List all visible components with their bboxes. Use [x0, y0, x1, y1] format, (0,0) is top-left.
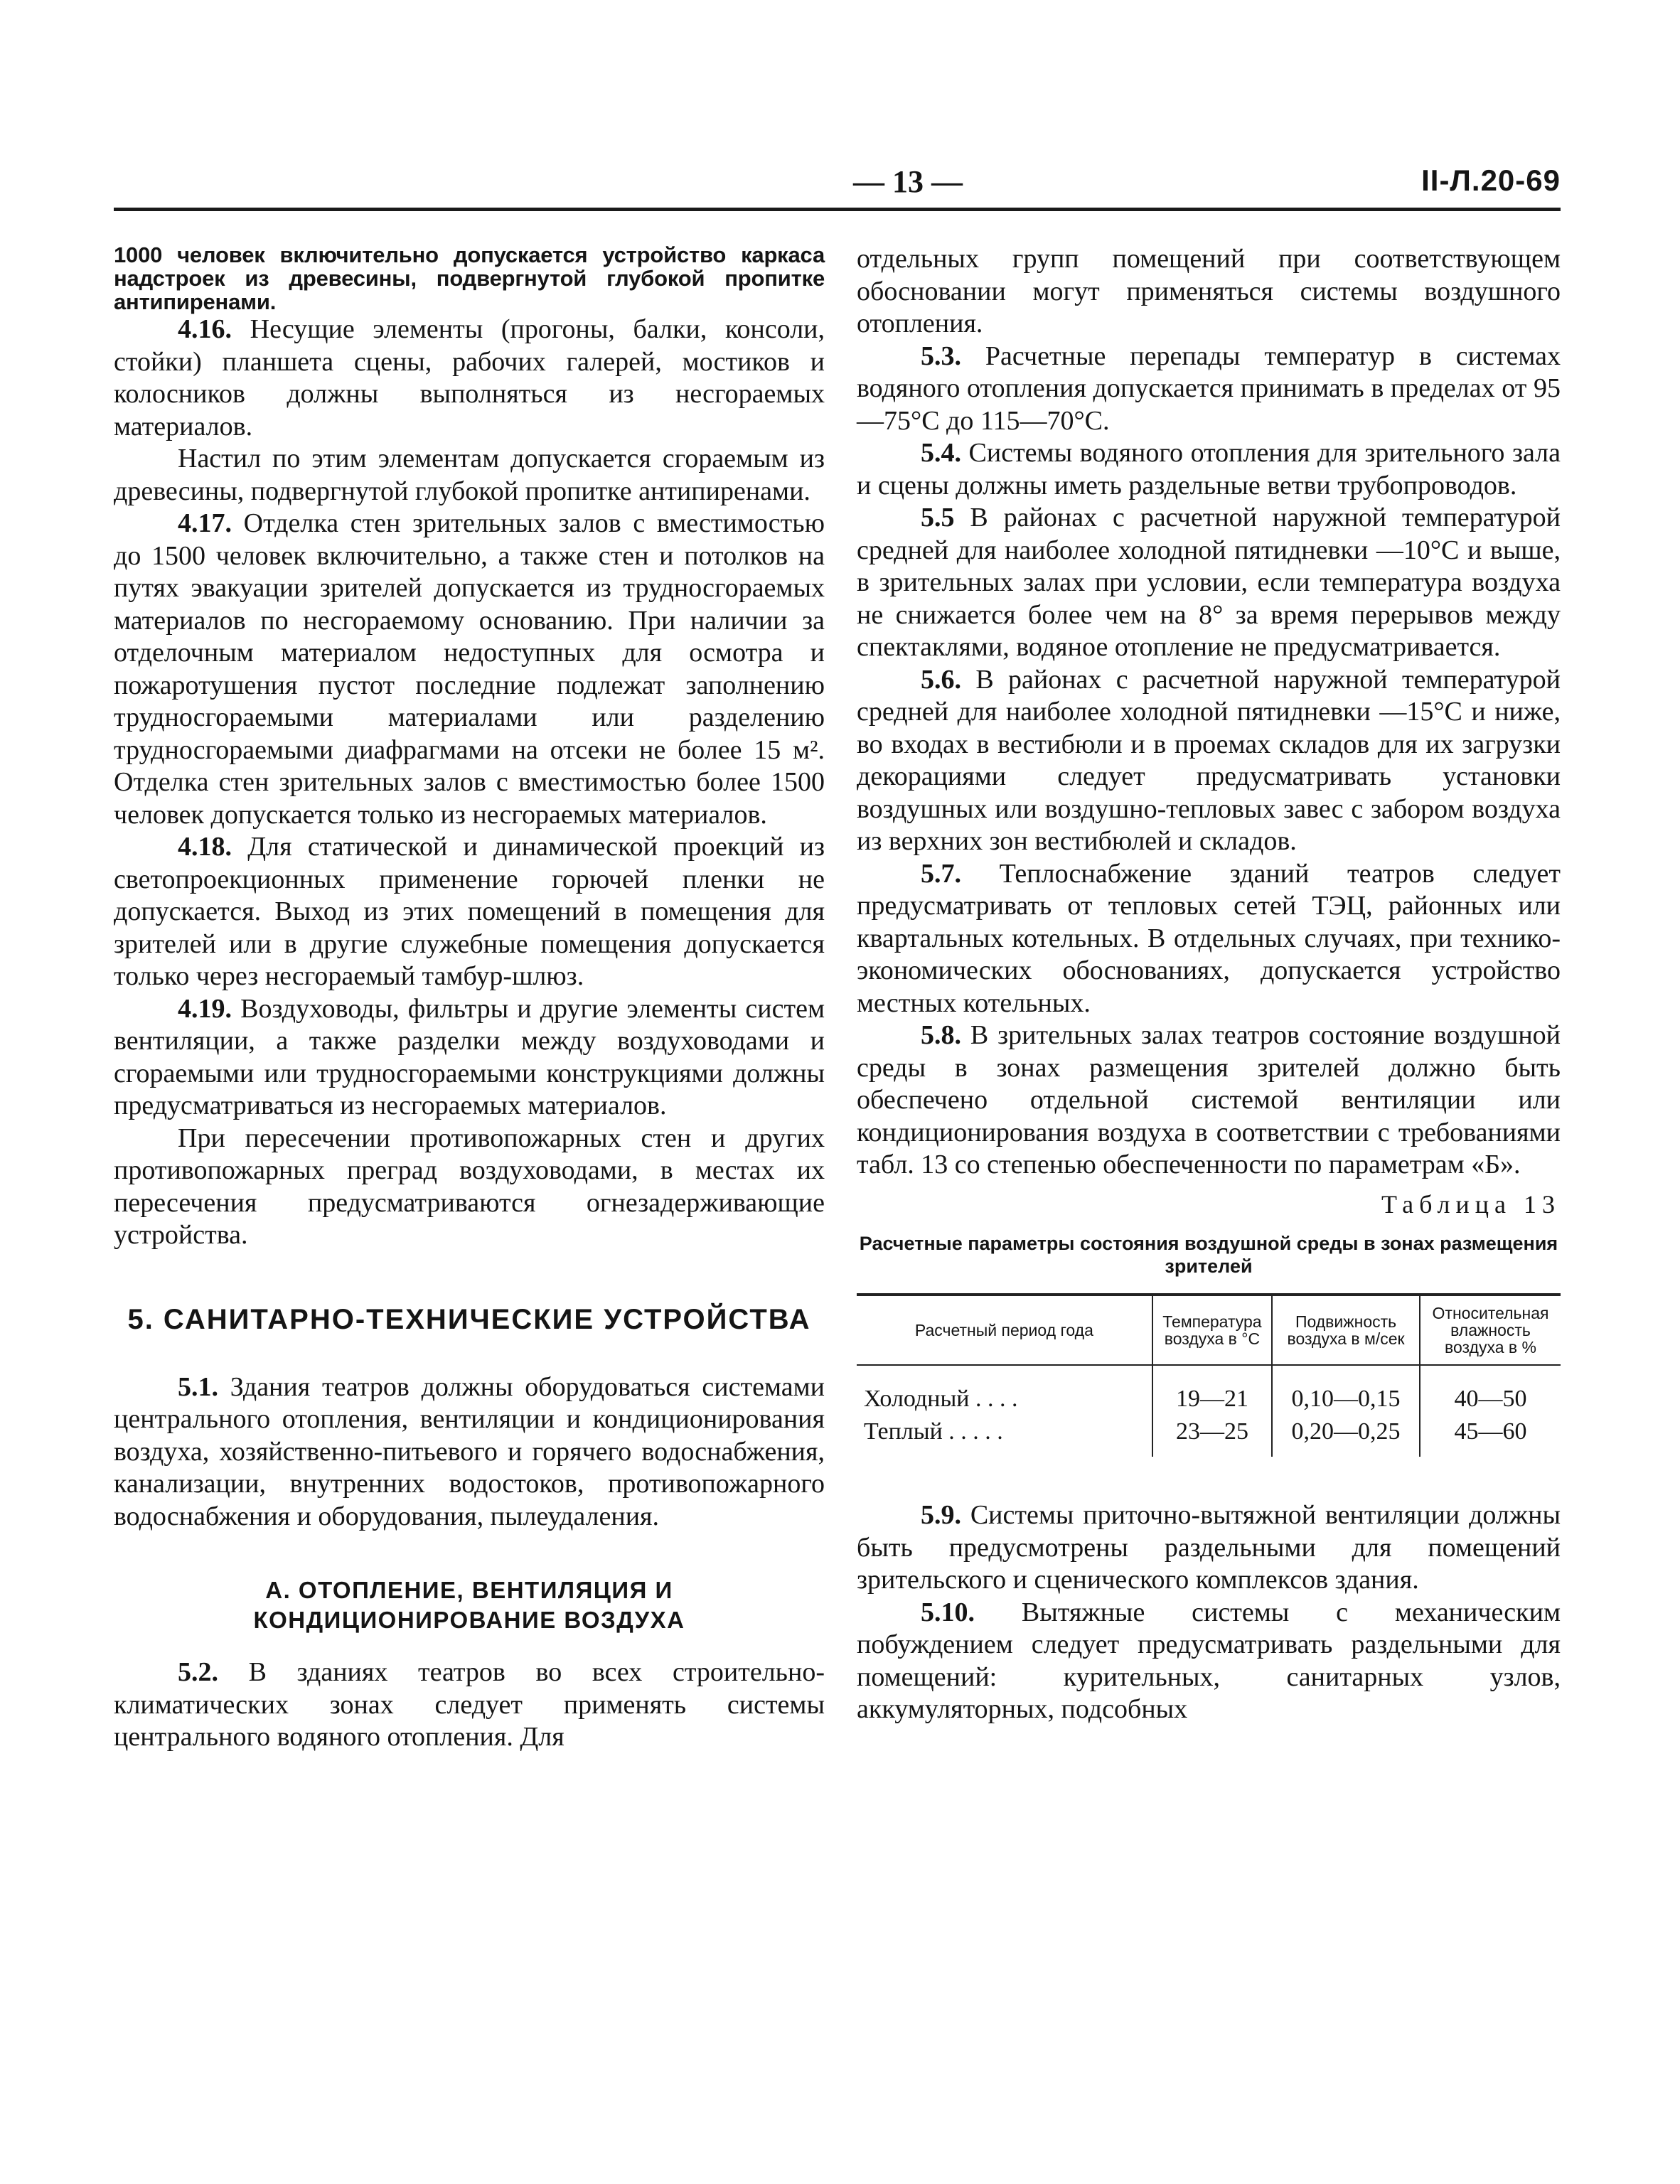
- paragraph-5-2-continuation: отдельных групп помещений при соответствующем обосновании могут применяться системы воздушного отопления.: [857, 244, 1561, 338]
- paragraph-4-16-b: Настил по этим элементам допускается сгораемым из древесины, подвергнутой глубокой пропитке антипиренами.: [114, 444, 825, 506]
- paragraph-continuation: 1000 человек включительно допускается устройство каркаса надстроек из древесины, подвергнутой глубокой пропитке антипиренами.: [114, 242, 825, 314]
- paragraph-5-5: [857, 502, 1561, 664]
- paragraph-5-1: [114, 1371, 825, 1533]
- table-header-cell: Подвижность воздуха в м/сек: [1272, 1295, 1420, 1365]
- document-code: II-Л.20-69: [1421, 164, 1561, 197]
- table-cell: Теплый . . . . .: [864, 1418, 1003, 1445]
- page-header: [114, 164, 1561, 206]
- paragraph-5-2: [114, 1656, 825, 1754]
- air-parameters-table: [857, 1293, 1561, 1457]
- header-rule: [114, 208, 1561, 211]
- table-header-cell: Расчетный период года: [914, 1321, 1093, 1339]
- paragraph-4-19-b: При пересечении противопожарных стен и других противопожарных преград воздуховодами, в местах их пересечения предусматриваются огнезадерживающие устройства.: [114, 1123, 825, 1250]
- clause-text: Системы водяного отопления для зрительного зала и сцены должны иметь раздельные ветви трубопроводов.: [857, 438, 1561, 500]
- clause-number: 5.10.: [921, 1597, 975, 1627]
- clause-text: В районах с расчетной наружной температурой средней для наиболее холодной пятидневки —15°С и ниже, во входах в вестибюли и в проемах складов для их загрузки декорациями следует предусматривать установки воздушных или воздушно-тепловых завес с забором воздуха из верхних зон вестибюлей и складов.: [857, 664, 1561, 856]
- clause-text: Несущие элементы (прогоны, балки, консоли, стойки) планшета сцены, рабочих галерей, мостиков и колосников должны выполняться из несгораемых материалов.: [114, 314, 825, 441]
- clause-number: 5.2.: [178, 1657, 218, 1687]
- clause-number: 5.9.: [921, 1500, 961, 1530]
- clause-text: В зрительных залах театров состояние воздушной среды в зонах размещения зрителей должно быть обеспечено отдельной системой вентиляции или кондиционирования воздуха в соответствии с требованиями табл. 13 со степенью обеспеченности по параметрам «Б».: [857, 1020, 1561, 1179]
- table-cell: 23—25: [1152, 1415, 1272, 1457]
- clause-text: Расчетные перепады температур в системах водяного отопления допускается принимать в пределах от 95—75°С до 115—70°С.: [857, 341, 1561, 436]
- clause-number: 4.18.: [178, 832, 232, 862]
- clause-text: Вытяжные системы с механическим побуждением следует предусматривать раздельными для помещений: курительных, санитарных узлов, аккумуляторных, подсобных: [857, 1597, 1561, 1724]
- table-cell: 45—60: [1420, 1415, 1561, 1457]
- table-cell: 0,10—0,15: [1272, 1365, 1420, 1415]
- clause-text: Для статической и динамической проекций из светопроекционных применение горючей пленки не допускается. Выход из этих помещений в помещения для зрителей или в другие служебные помещения допускается только через несгораемый тамбур-шлюз.: [114, 832, 825, 991]
- paragraph-5-7: [857, 858, 1561, 1020]
- paragraph-5-9: [857, 1499, 1561, 1597]
- clause-number: 5.1.: [178, 1371, 218, 1402]
- paragraph-5-4: [857, 437, 1561, 502]
- clause-text: Воздуховоды, фильтры и другие элементы систем вентиляции, а также разделки между воздуховодами и сгораемыми или трудносгораемыми конструкциями должны предусматриваться из несгораемых материалов.: [114, 993, 825, 1120]
- table-cell: Холодный . . . .: [864, 1386, 1018, 1412]
- table-header-row: [857, 1295, 1561, 1365]
- right-column: [857, 243, 1561, 1726]
- table-header-cell: Температура воздуха в °С: [1152, 1295, 1272, 1365]
- clause-text: Теплоснабжение зданий театров следует предусматривать от тепловых сетей ТЭЦ, районных или квартальных котельных. В отдельных случаях, при технико-экономических обоснованиях, допускается устройство местных котельных.: [857, 858, 1561, 1018]
- page-number: — 13 —: [853, 164, 963, 199]
- paragraph-4-18: [114, 831, 825, 993]
- section-title: 5. САНИТАРНО-ТЕХНИЧЕСКИЕ УСТРОЙСТВА: [127, 1303, 811, 1335]
- clause-number: 5.4.: [921, 438, 961, 468]
- clause-text: В зданиях театров во всех строительно-климатических зонах следует применять системы центрального водяного отопления. Для: [114, 1657, 825, 1752]
- clause-number: 5.7.: [921, 858, 961, 889]
- paragraph-4-19: [114, 993, 825, 1123]
- left-column: [114, 243, 825, 1754]
- clause-number: 5.5: [921, 503, 955, 532]
- clause-text: Системы приточно-вытяжной вентиляции должны быть предусмотрены раздельными для помещений зрительского и сценического комплексов здания.: [857, 1500, 1561, 1595]
- table-cell: 40—50: [1420, 1365, 1561, 1415]
- clause-text: Отделка стен зрительных залов с вместимостью до 1500 человек включительно, а также стен и потолков на путях эвакуации зрителей допускается из трудносгораемых материалов по несгораемому основанию. При наличии за отделочным материалом недоступных для осмотра и пожаротушения пустот последние подлежат заполнению трудносгораемыми материалами или разделению трудносгораемыми диафрагмами на отсеки не более 15 м². Отделка стен зрительных залов с вместимостью более 1500 человек допускается только из несгораемых материалов.: [114, 508, 825, 830]
- clause-number: 4.16.: [178, 314, 232, 344]
- clause-text: В районах с расчетной наружной температурой средней для наиболее холодной пятидневки —10°С и выше, в зрительных залах при условии, если температура воздуха не снижается более чем на 8° за время перерывов между спектаклями, водяное отопление не предусматривается.: [857, 503, 1561, 662]
- table-caption: Расчетные параметры состояния воздушной среды в зонах размещения зрителей: [859, 1233, 1558, 1277]
- paragraph-5-3: [857, 341, 1561, 438]
- subsection-title: А. ОТОПЛЕНИЕ, ВЕНТИЛЯЦИЯ И КОНДИЦИОНИРОВАНИЕ ВОЗДУХА: [253, 1577, 685, 1633]
- table-cell: 19—21: [1152, 1365, 1272, 1415]
- clause-number: 4.19.: [178, 993, 232, 1024]
- table-header-cell: Относительная влажность воздуха в %: [1420, 1295, 1561, 1365]
- table-row: [857, 1365, 1561, 1415]
- paragraph-4-16: [114, 314, 825, 443]
- clause-text: Здания театров должны оборудоваться системами центрального отопления, вентиляции и кондиционирования воздуха, хозяйственно-питьевого и горячего водоснабжения, канализации, внутренних водостоков, противопожарного водоснабжения и оборудования, пылеудаления.: [114, 1371, 825, 1531]
- paragraph-4-17: [114, 508, 825, 831]
- table-label: Таблица 13: [1381, 1189, 1561, 1219]
- clause-number: 5.6.: [921, 664, 961, 695]
- paragraph-5-8: [857, 1019, 1561, 1182]
- table-row: [857, 1415, 1561, 1457]
- clause-number: 5.8.: [921, 1020, 961, 1050]
- paragraph-5-6: [857, 664, 1561, 858]
- clause-number: 5.3.: [921, 341, 961, 371]
- table-cell: 0,20—0,25: [1272, 1415, 1420, 1457]
- paragraph-5-10: [857, 1597, 1561, 1726]
- clause-number: 4.17.: [178, 508, 232, 538]
